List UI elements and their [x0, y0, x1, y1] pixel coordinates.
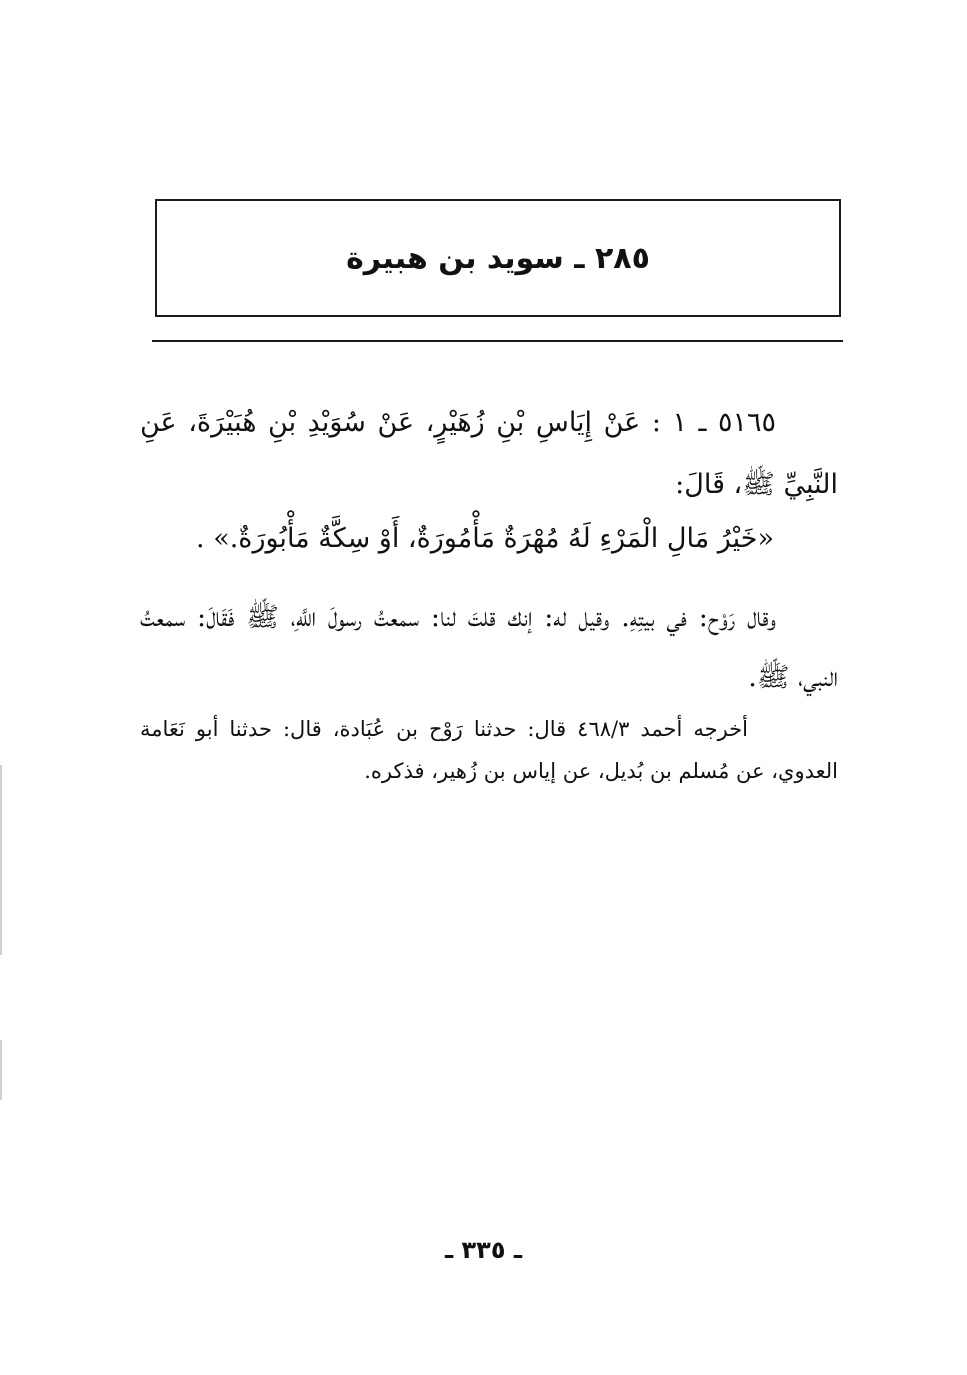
- takhrij-footnote: أخرجه أحمد ٤٦٨/٣ قال: حدثنا رَوْح بن عُبَادة، قال: حدثنا أبو نَعَامة العدوي، عن مُسلم بن بُديل، عن إياس بن زُهير، فذكره.: [140, 717, 838, 783]
- scan-edge-mark: [0, 765, 2, 955]
- scan-edge-mark: [0, 1040, 2, 1100]
- chapter-title-box: [155, 199, 841, 317]
- hadith-matn-quote: «خَيْرُ مَالِ الْمَرْءِ لَهُ مُهْرَةٌ مَأْمُورَةٌ، أَوْ سِكَّةٌ مَأْبُورَةٌ.» .: [196, 523, 774, 554]
- hadith-commentary-paragraph: وقال رَوْح: في بيتِهِ. وقيل له: إنك قلتَ لنا: سمعتُ رسولَ اللَّهِ، ﷺ فَقَالَ: سمعتُ النبي، ﷺ.: [140, 602, 838, 693]
- page-number: ـ ٣٣٥ ـ: [444, 1236, 523, 1264]
- hadith-isnad-paragraph: ٥١٦٥ ـ ١ : عَنْ إِيَاسِ بْنِ زُهَيْرٍ، عَنْ سُوَيْدِ بْنِ هُبَيْرَةَ، عَنِ النَّبِيِّ ﷺ، قَالَ:: [140, 407, 838, 500]
- chapter-title: ٢٨٥ ـ سويد بن هبيرة: [346, 240, 650, 276]
- header-divider: [152, 340, 843, 342]
